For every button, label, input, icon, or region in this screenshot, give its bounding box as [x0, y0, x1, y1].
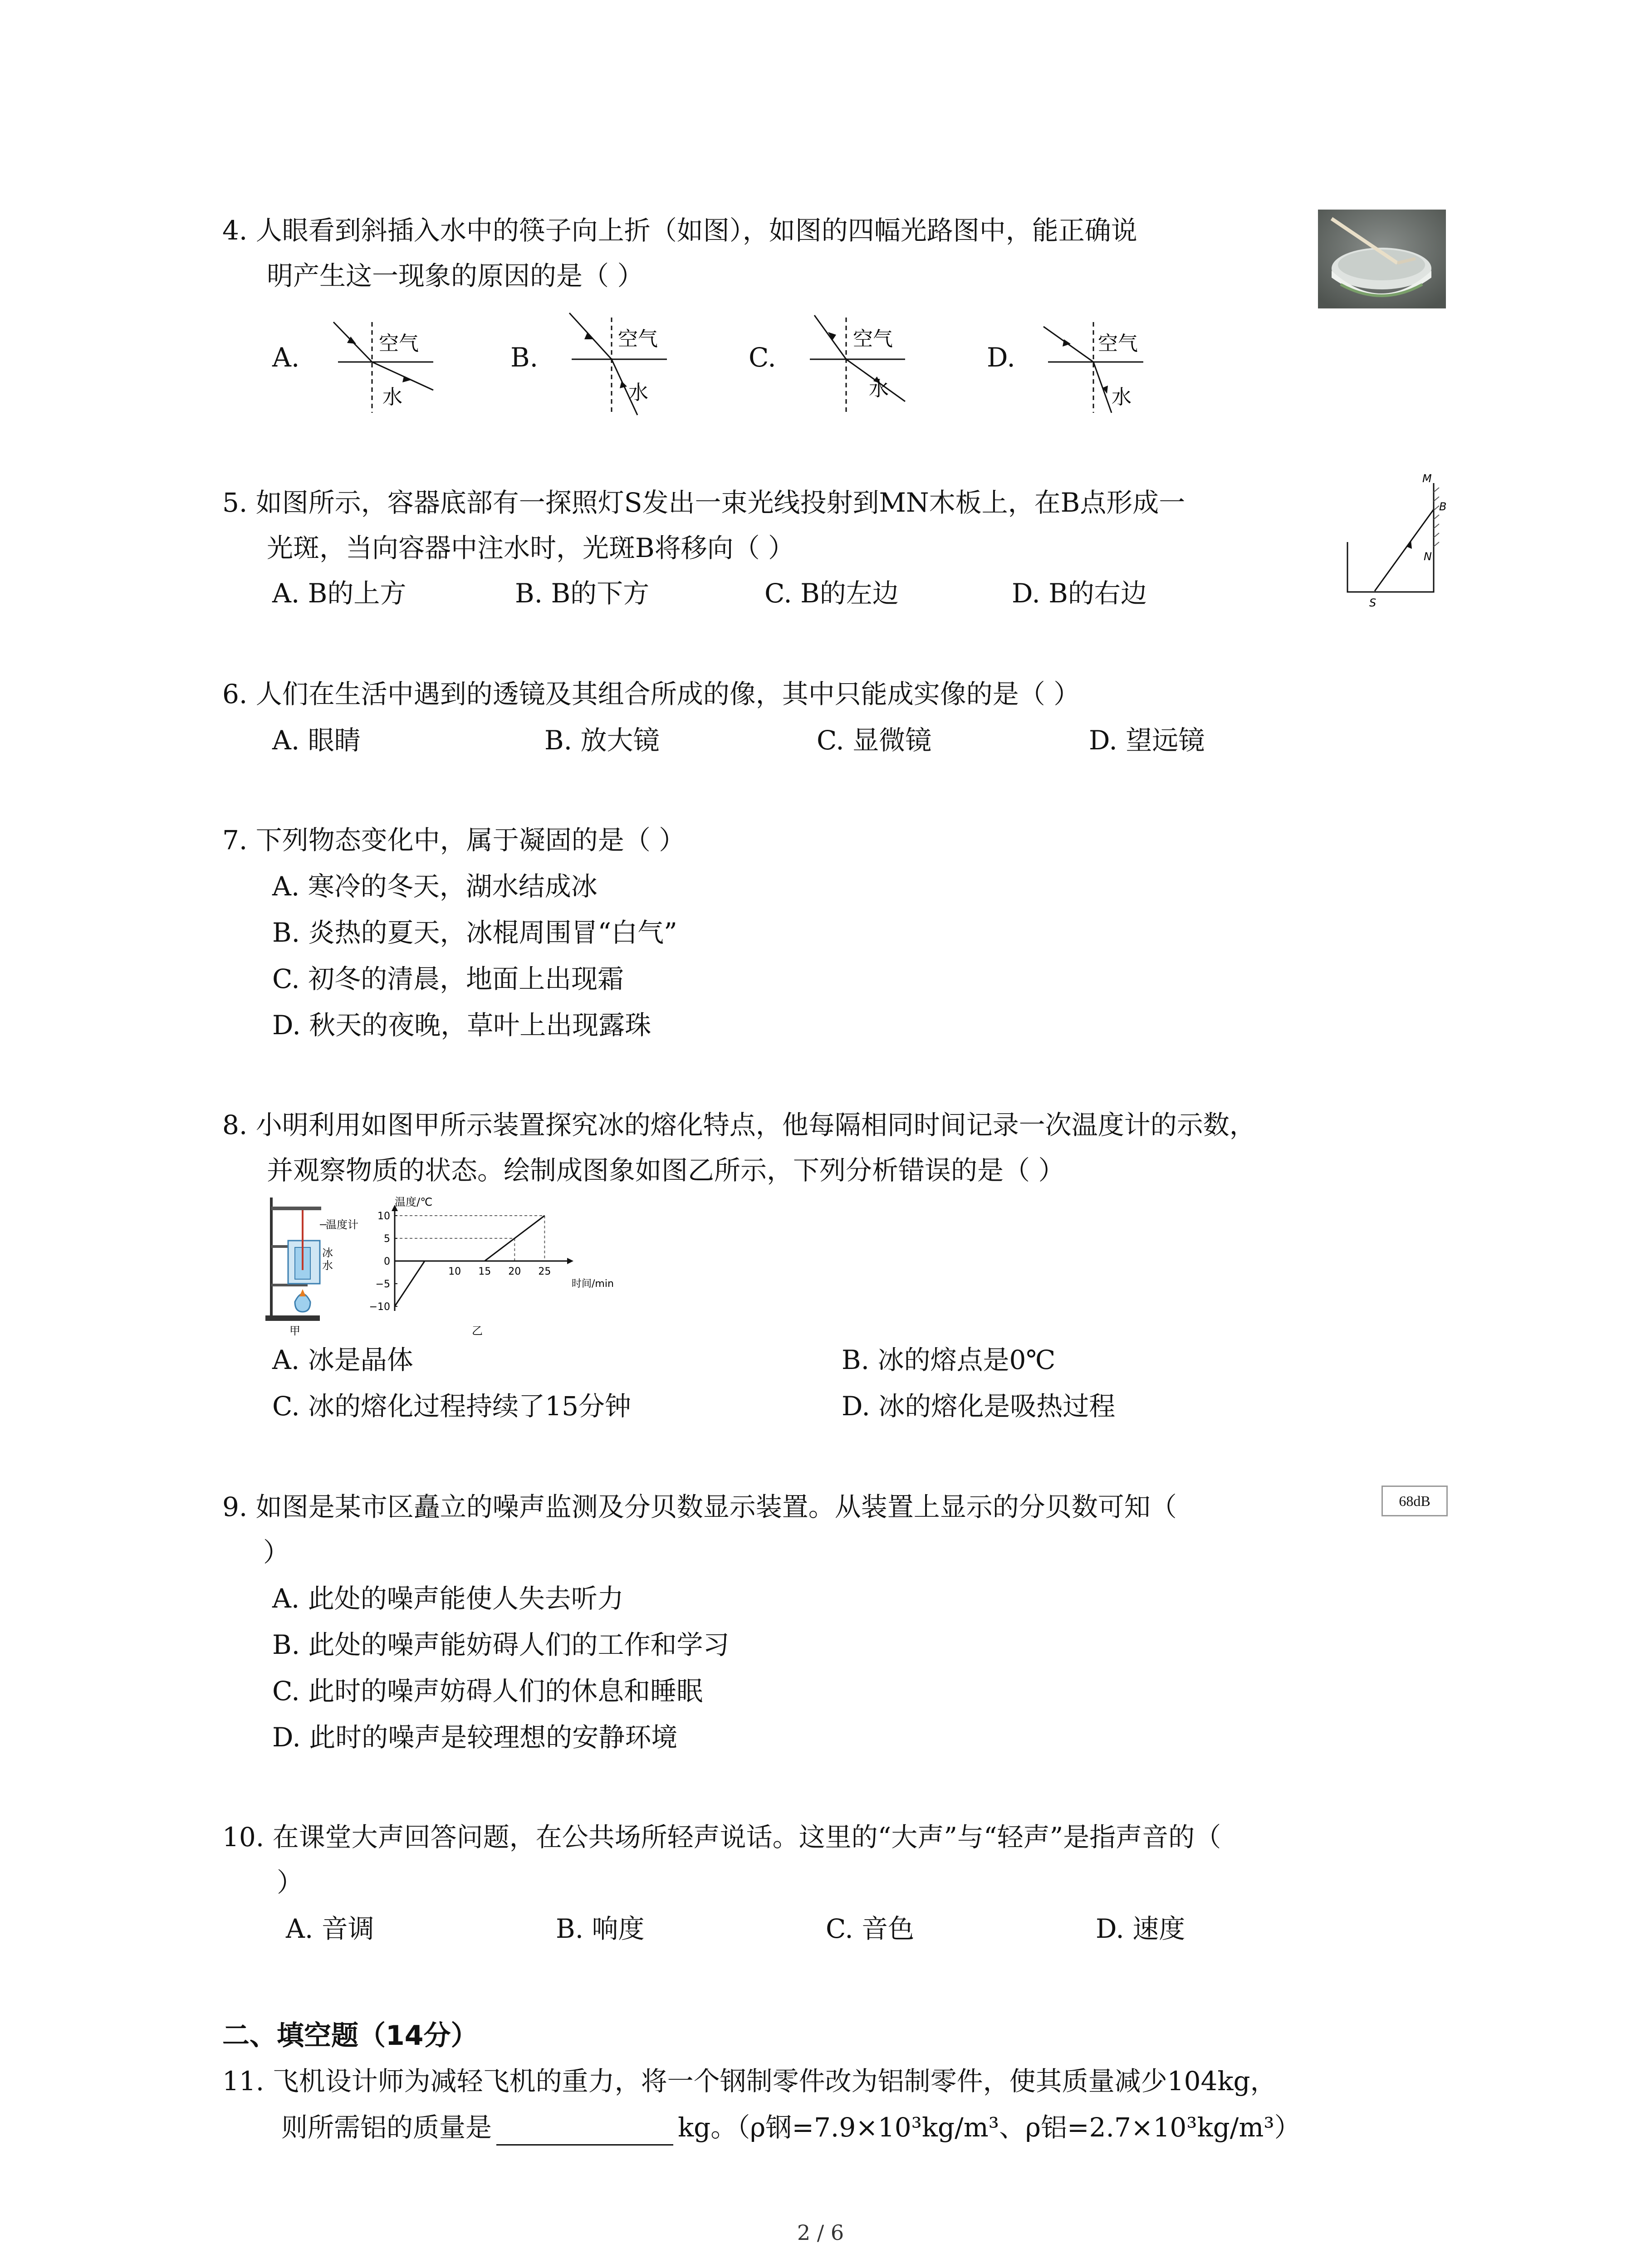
q5-label-n: N: [1424, 550, 1432, 563]
q10-option-b[interactable]: B. 响度: [556, 1913, 645, 1944]
section-title: 二、填空题（14分）: [222, 2020, 478, 2052]
chart-y-tick-label: 5: [384, 1233, 390, 1245]
chart-x-tick-label: 15: [478, 1266, 491, 1277]
q9-option-d[interactable]: D. 此时的噪声是较理想的安静环境: [272, 1722, 678, 1753]
chart-y-tick-label: −5: [375, 1279, 390, 1290]
q11-answer-blank[interactable]: [496, 2119, 673, 2146]
q4a-air-label: 空气: [379, 332, 419, 355]
q6-option-b[interactable]: B. 放大镜: [544, 725, 660, 756]
q5-option-c[interactable]: C. B的左边: [764, 578, 899, 609]
chart-x-arrow: [567, 1258, 573, 1264]
chart-x-tick-label: 10: [448, 1266, 461, 1277]
q5-container-diagram: [1343, 474, 1447, 610]
q4-option-d[interactable]: D.: [987, 342, 1015, 373]
chart-y-tick-label: 10: [377, 1211, 390, 1222]
q8-line2: 并观察物质的状态。绘制成图象如图乙所示，下列分析错误的是（ ）: [267, 1155, 1065, 1186]
q8-option-c[interactable]: C. 冰的熔化过程持续了15分钟: [272, 1391, 631, 1422]
q4-option-a[interactable]: A.: [272, 342, 300, 373]
q10-line2: ）: [277, 1867, 304, 1898]
q7-line1: 7. 下列物态变化中，属于凝固的是（ ）: [222, 825, 686, 855]
q11-suffix: kg。（ρ钢=7.9×10³kg/m³、ρ铝=2.7×10³kg/m³）: [678, 2112, 1301, 2143]
page-number: 2 / 6: [797, 2220, 844, 2245]
q10-option-d[interactable]: D. 速度: [1096, 1913, 1185, 1944]
q11-line2: [281, 2109, 1301, 2146]
q8-option-b[interactable]: B. 冰的熔点是0℃: [842, 1344, 1056, 1375]
q5-option-b[interactable]: B. B的下方: [515, 578, 650, 609]
q6-line1: 6. 人们在生活中遇到的透镜及其组合所成的像，其中只能成实像的是（ ）: [222, 679, 1080, 709]
q6-option-c[interactable]: C. 显微镜: [817, 725, 932, 756]
chart-y-tick-label: −10: [369, 1301, 390, 1313]
q5-label-b: B: [1439, 500, 1447, 513]
q7-option-d[interactable]: D. 秋天的夜晚，草叶上出现露珠: [272, 1010, 652, 1041]
q11-prefix: 则所需铝的质量是: [281, 2112, 492, 2143]
q5-option-d[interactable]: D. B的右边: [1012, 578, 1147, 609]
q9-line2: ）: [263, 1537, 290, 1568]
q4-line2: 明产生这一现象的原因的是（ ）: [267, 260, 644, 291]
q4d-water-label: 水: [1112, 386, 1132, 409]
q4b-water-label: 水: [628, 381, 648, 404]
q8-line1: 8. 小明利用如图甲所示装置探究冰的熔化特点，他每隔相同时间记录一次温度计的示数，: [222, 1110, 1256, 1140]
q8-ice-label: 冰: [322, 1246, 333, 1259]
q6-option-d[interactable]: D. 望远镜: [1089, 725, 1205, 756]
q7-option-b[interactable]: B. 炎热的夏天，冰棍周围冒“白气”: [272, 917, 677, 948]
q8-apparatus-figure: [263, 1193, 367, 1338]
chopstick-bowl-photo: [1318, 210, 1446, 308]
q4c-air-label: 空气: [853, 327, 893, 351]
chart-y-tick-label: 0: [384, 1256, 390, 1267]
chart-x-tick-label: 25: [538, 1266, 551, 1277]
q7-option-a[interactable]: A. 寒冷的冬天，湖水结成冰: [272, 871, 598, 902]
q4d-air-label: 空气: [1098, 332, 1138, 355]
q4-diagram-d: [1039, 313, 1148, 417]
q4-option-c[interactable]: C.: [749, 342, 776, 373]
q8-option-d[interactable]: D. 冰的熔化是吸热过程: [842, 1391, 1116, 1422]
q5-line2: 光斑，当向容器中注水时，光斑B将移向（ ）: [267, 533, 795, 563]
q8-yi-label: 乙: [472, 1325, 483, 1337]
q5-label-s: S: [1369, 596, 1376, 609]
q7-option-c[interactable]: C. 初冬的清晨，地面上出现霜: [272, 963, 624, 994]
chart-x-tick-label: 20: [508, 1266, 521, 1277]
q4-diagram-b: [563, 308, 671, 417]
q5-line1: 5. 如图所示，容器底部有一探照灯S发出一束光线投射到MN木板上，在B点形成一: [222, 487, 1185, 518]
chart-x-axis-label: 时间/min: [572, 1278, 614, 1290]
q8-temperature-chart: [363, 1193, 617, 1338]
q10-option-c[interactable]: C. 音色: [826, 1913, 915, 1944]
q5-label-m: M: [1422, 474, 1432, 485]
q8-option-a[interactable]: A. 冰是晶体: [272, 1344, 413, 1375]
q9-option-c[interactable]: C. 此时的噪声妨碍人们的休息和睡眠: [272, 1676, 703, 1706]
q9-option-b[interactable]: B. 此处的噪声能妨碍人们的工作和学习: [272, 1629, 730, 1660]
q4-line1: 4. 人眼看到斜插入水中的筷子向上折（如图），如图的四幅光路图中，能正确说: [222, 215, 1137, 246]
q4-diagram-a: [329, 313, 438, 417]
q9-line1: 9. 如图是某市区矗立的噪声监测及分贝数显示装置。从装置上显示的分贝数可知（: [222, 1491, 1177, 1522]
q8-water-label: 水: [322, 1259, 333, 1272]
q4-diagram-c: [801, 308, 910, 417]
chart-y-axis-label: 温度/℃: [395, 1196, 433, 1208]
q10-line1: 10. 在课堂大声回答问题，在公共场所轻声说话。这里的“大声”与“轻声”是指声音的（: [222, 1822, 1221, 1853]
q4c-water-label: 水: [869, 377, 889, 401]
q5-option-a[interactable]: A. B的上方: [272, 578, 407, 609]
q6-option-a[interactable]: A. 眼睛: [272, 725, 361, 756]
q9-option-a[interactable]: A. 此处的噪声能使人失去听力: [272, 1583, 624, 1614]
q8-jia-label: 甲: [289, 1325, 300, 1337]
q10-option-a[interactable]: A. 音调: [286, 1913, 374, 1944]
q8-thermometer-label: 温度计: [326, 1218, 358, 1231]
q11-line1: 11. 飞机设计师为减轻飞机的重力，将一个钢制零件改为铝制零件，使其质量减少104kg，: [222, 2066, 1277, 2097]
q4-option-b[interactable]: B.: [510, 342, 539, 373]
noise-display: 68dB: [1381, 1486, 1448, 1516]
q4b-air-label: 空气: [618, 327, 658, 351]
q4a-water-label: 水: [382, 386, 402, 409]
